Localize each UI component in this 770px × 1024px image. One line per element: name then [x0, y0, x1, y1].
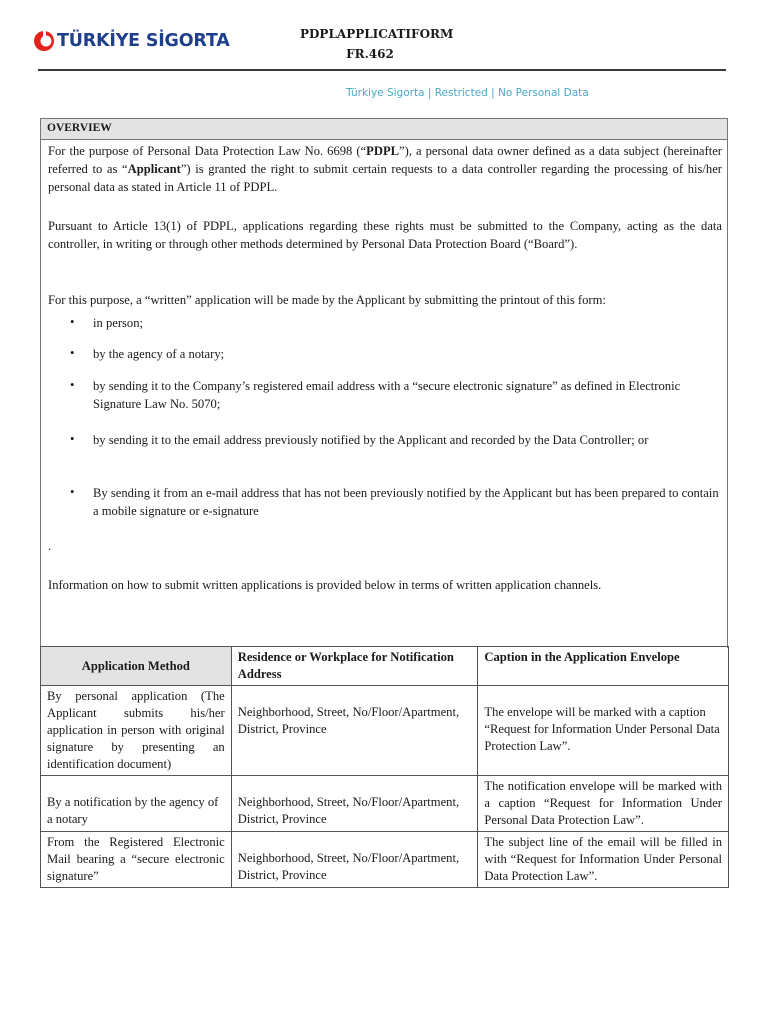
- company-logo: [33, 28, 230, 54]
- header-divider: [38, 69, 726, 71]
- table-cell: The envelope will be marked with a caption “Request for Information Under Personal Data Protection Law”.: [478, 686, 729, 776]
- table-cell: The notification envelope will be marked with a caption “Request for Information Under Personal Data Protection Law”.: [478, 776, 729, 832]
- table-cell: Neighborhood, Street, No/Floor/Apartment, District, Province: [231, 776, 478, 832]
- form-title-name: PDPLAPPLICATIFORM: [300, 27, 454, 41]
- classification-label: Türkiye Sigorta | Restricted | No Personal Data: [346, 87, 589, 99]
- application-methods-table: [40, 646, 729, 888]
- overview-heading: OVERVIEW: [40, 118, 728, 140]
- table-cell: By a notification by the agency of a notary: [41, 776, 232, 832]
- bullet-marker: •: [70, 378, 75, 392]
- list-item: by sending it to the Company’s registered email address with a “secure electronic signature” as defined in Electronic Signature Law No. 5070;: [93, 379, 681, 411]
- table-cell: From the Registered Electronic Mail bearing a “secure electronic signature”: [41, 832, 232, 888]
- bullet-marker: •: [70, 485, 75, 499]
- logo-text: TÜRKİYE SİGORTA: [57, 31, 230, 51]
- list-item: in person;: [93, 316, 144, 330]
- form-code: FR.462: [346, 47, 394, 61]
- table-cell: By personal application (The Applicant submits his/her application in person with original signature by presenting an identification document): [41, 686, 232, 776]
- list-item: by the agency of a notary;: [93, 347, 225, 361]
- column-header-method: Application Method: [41, 647, 232, 686]
- form-title: [300, 24, 454, 64]
- table-row: [41, 776, 729, 832]
- bullet-marker: •: [70, 432, 75, 446]
- table-row: [41, 686, 729, 776]
- column-header-caption: Caption in the Application Envelope: [478, 647, 729, 686]
- table-cell: Neighborhood, Street, No/Floor/Apartment, District, Province: [231, 686, 478, 776]
- table-row: [41, 832, 729, 888]
- overview-paragraph-2: Pursuant to Article 13(1) of PDPL, applications regarding these rights must be submitted to the Company, acting as the data controller, in writing or through other methods determined by Personal Data Protection Board (“Board”).: [48, 219, 722, 251]
- bullet-marker: •: [70, 315, 75, 329]
- overview-paragraph-1: For the purpose of Personal Data Protection Law No. 6698 (“PDPL”), a personal data owner defined as a data subject (hereinafter referred to as “Applicant”) is granted the right to submit certain requests to a data controller regarding the processing of his/her personal data as stated in Article 11 of PDPL.: [48, 144, 722, 194]
- bullet-marker: •: [70, 346, 75, 360]
- overview-paragraph-3: For this purpose, a “written” application will be made by the Applicant by submitting the printout of this form:: [48, 293, 606, 307]
- table-header-row: [41, 647, 729, 686]
- table-cell: Neighborhood, Street, No/Floor/Apartment, District, Province: [231, 832, 478, 888]
- overview-paragraph-4: Information on how to submit written applications is provided below in terms of written application channels.: [48, 578, 602, 592]
- logo-mark-icon: [33, 28, 55, 54]
- table-cell: The subject line of the email will be filled in with “Request for Information Under Personal Data Protection Law”.: [478, 832, 729, 888]
- column-header-address: Residence or Workplace for Notification Address: [231, 647, 478, 686]
- stray-period: .: [48, 539, 52, 553]
- list-item: by sending it to the email address previously notified by the Applicant and recorded by the Data Controller; or: [93, 433, 649, 447]
- list-item: By sending it from an e-mail address that has not been previously notified by the Applicant but has been prepared to contain a mobile signature or e-signature: [93, 486, 719, 518]
